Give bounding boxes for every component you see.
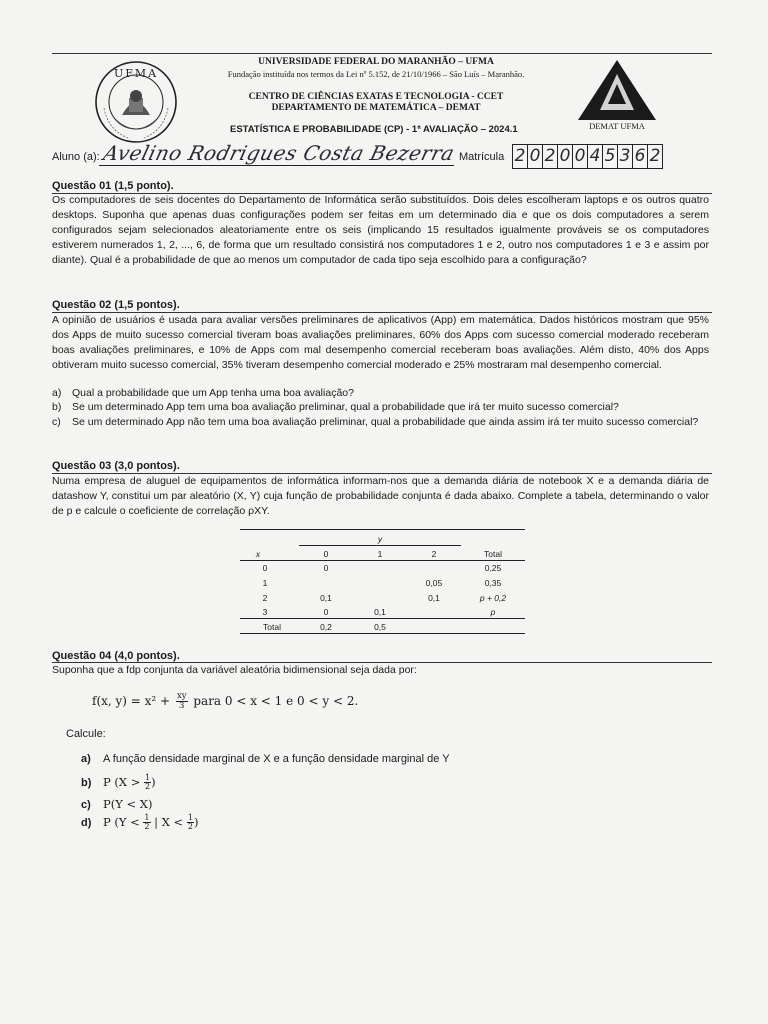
item-label: a)	[52, 387, 62, 399]
aluno-label: Aluno (a):	[52, 151, 100, 163]
table-total-rule	[240, 618, 525, 619]
table-x-header: x	[255, 549, 261, 559]
foundation-line: Fundação instituída nos termos da Lei nº 5.152, de 21/10/1966 – São Luís – Maranhão.	[227, 69, 525, 79]
table-col-header: 0	[323, 549, 329, 559]
table-bottom-rule	[240, 633, 525, 634]
svg-text:UFMA: UFMA	[113, 67, 159, 80]
q4-title: Questão 04 (4,0 pontos).	[52, 650, 180, 662]
item-label: b)	[81, 776, 92, 789]
table-cell: 0,1	[320, 593, 332, 603]
matricula-digit: 5	[602, 144, 618, 169]
q2-item-c	[52, 415, 709, 430]
formula-rhs: para 0 < x < 1 e 0 < y < 2.	[189, 694, 359, 708]
matricula-label: Matrícula	[459, 151, 505, 163]
table-top-rule	[240, 529, 525, 530]
item-text: Qual a probabilidade que um App tenha uma boa avaliação?	[72, 387, 354, 399]
table-cell: 0,5	[374, 622, 386, 632]
table-row-x: 3	[262, 607, 268, 617]
item-text: A função densidade marginal de X e a função densidade marginal de Y	[103, 753, 450, 765]
q1-title: Questão 01 (1,5 ponto).	[52, 180, 174, 192]
fraction-denominator: 2	[144, 822, 150, 831]
university-name: UNIVERSIDADE FEDERAL DO MARANHÃO – UFMA	[258, 57, 494, 67]
item-text: Se um determinado App não tem uma boa avaliação preliminar, qual a probabilidade que ainda assim irá ter muito sucesso comercial?	[72, 416, 699, 428]
q2-item-a	[52, 386, 709, 401]
q1-text: Os computadores de seis docentes do Departamento de Informática serão substituídos. Dois deles escolheram laptops e os outros quatro desktops. Suponha que apenas duas configurações podem ser feitas em um determinado dia e que os dois computadores a serem configurados sejam selecionados aleatoriamente entre os seis (implicando 15 resultados igualmente prováveis se os computadores estiverem numerados 1, 2, ..., 6, de forma que um resultado consistirá nos computadores 1 e 2, outro nos computadores 1 e 3 e assim por diante). Qual é a probabilidade de que ao menos um computador de cada tipo seja escolhido para a configuração?	[52, 194, 709, 267]
fraction-denominator: 2	[187, 822, 193, 831]
matricula-digit: 3	[617, 144, 633, 169]
item-label: a)	[81, 753, 91, 765]
q4-item-c	[81, 797, 152, 811]
matricula-digit: 0	[557, 144, 573, 169]
table-cell: 0	[323, 563, 329, 573]
table-cell: p	[490, 607, 496, 617]
q4-item-a	[81, 753, 450, 765]
department-name: DEPARTAMENTO DE MATEMÁTICA – DEMAT	[271, 103, 481, 113]
table-cell: 0,05	[425, 578, 443, 588]
q4-item-d	[81, 814, 198, 831]
formula-fraction	[176, 692, 188, 711]
q4-item-b	[81, 774, 156, 791]
matricula-boxes	[512, 144, 662, 169]
math-mid: | X <	[150, 814, 187, 829]
q4-intro: Suponha que a fdp conjunta da variável aleatória bidimensional seja dada por:	[52, 664, 417, 676]
item-label: c)	[52, 416, 61, 428]
item-label: d)	[81, 816, 92, 829]
q2-title: Questão 02 (1,5 pontos).	[52, 299, 180, 311]
formula-lhs: f(x, y) = x² +	[92, 694, 174, 708]
aluno-handwritten-name: Avelino Rodrigues Costa Bezerra	[101, 141, 458, 165]
math-pre: P (X >	[103, 774, 145, 789]
math-fraction	[143, 814, 150, 831]
matricula-digit: 6	[632, 144, 648, 169]
ufma-seal-logo	[94, 60, 178, 144]
fraction-numerator: xy	[176, 691, 187, 701]
matricula-digit: 2	[512, 144, 528, 169]
table-cell: 0,25	[484, 563, 502, 573]
fraction-numerator: 1	[187, 813, 193, 822]
q2-item-b	[52, 400, 709, 415]
math-post: )	[151, 774, 156, 789]
matricula-digit: 2	[647, 144, 663, 169]
pdf-formula	[92, 692, 358, 711]
math-post: )	[193, 814, 199, 829]
q3-title: Questão 03 (3,0 pontos).	[52, 460, 180, 472]
center-name: CENTRO DE CIÊNCIAS EXATAS E TECNOLOGIA - CCET	[248, 92, 504, 102]
item-text: Se um determinado App tem uma boa avaliação preliminar, qual a probabilidade que irá ter muito sucesso comercial?	[72, 401, 619, 413]
matricula-digit: 0	[527, 144, 543, 169]
table-header-rule	[240, 560, 525, 561]
calcule-label: Calcule:	[66, 728, 106, 740]
fraction-numerator: 1	[144, 813, 150, 822]
exam-title: ESTATÍSTICA E PROBABILIDADE (CP) - 1ª AVALIAÇÃO – 2024.1	[230, 124, 518, 135]
table-row-x: 1	[262, 578, 268, 588]
table-cell: 0,1	[428, 593, 440, 603]
table-cell: 0	[323, 607, 329, 617]
table-row-x: 0	[262, 563, 268, 573]
math-pre: P (Y <	[103, 814, 144, 829]
table-col-header: 2	[431, 549, 437, 559]
table-cell: 0,1	[374, 607, 386, 617]
demat-caption: DEMAT UFMA	[589, 121, 645, 131]
matricula-digit: 2	[542, 144, 558, 169]
fraction-denominator: 3	[179, 701, 185, 711]
aluno-underline	[99, 165, 454, 166]
matricula-digit: 0	[572, 144, 588, 169]
table-y-header: y	[377, 534, 383, 544]
table-row-x: 2	[262, 593, 268, 603]
table-cell: 0,2	[320, 622, 332, 632]
table-cell: 0,35	[484, 578, 502, 588]
item-text: P(Y < X)	[103, 797, 153, 811]
math-fraction	[187, 814, 194, 831]
table-col-header: 1	[377, 549, 383, 559]
q2-text: A opinião de usuários é usada para avaliar versões preliminares de aplicativos (App) em matemática. Dados históricos mostram que 95% dos Apps de muito sucesso comercial tiveram boas avaliações preliminares, 60% dos Apps com sucesso comercial moderado receberam boas avaliações preliminares, e 10% de Apps com mal desempenho comercial receberam boas avaliações. Além disto, 40% dos Apps obtiveram muito sucesso comercial, 35% tiveram desempenho comercial moderado e 25% mostraram mal desempenho comercial.	[52, 314, 709, 372]
table-col-header: Total	[484, 549, 502, 559]
table-y-rule	[299, 545, 461, 546]
item-label: b)	[52, 401, 62, 413]
fraction-numerator: 1	[145, 773, 151, 782]
table-total-label: Total	[263, 622, 281, 632]
table-cell: p + 0,2	[479, 593, 507, 603]
fraction-denominator: 2	[145, 782, 151, 791]
demat-triangle-logo	[576, 58, 658, 122]
q3-text: Numa empresa de aluguel de equipamentos de informática informam-nos que a demanda diária de notebook X e a demanda diária de datashow Y, constitui um par aleatório (X, Y) cuja função de probabilidade conjunta é dada abaixo. Complete a tabela, determinando o valor de p e calcule o coeficiente de correlação ρXY.	[52, 475, 709, 518]
header-rule	[52, 53, 712, 54]
matricula-digit: 4	[587, 144, 603, 169]
item-label: c)	[81, 799, 91, 811]
